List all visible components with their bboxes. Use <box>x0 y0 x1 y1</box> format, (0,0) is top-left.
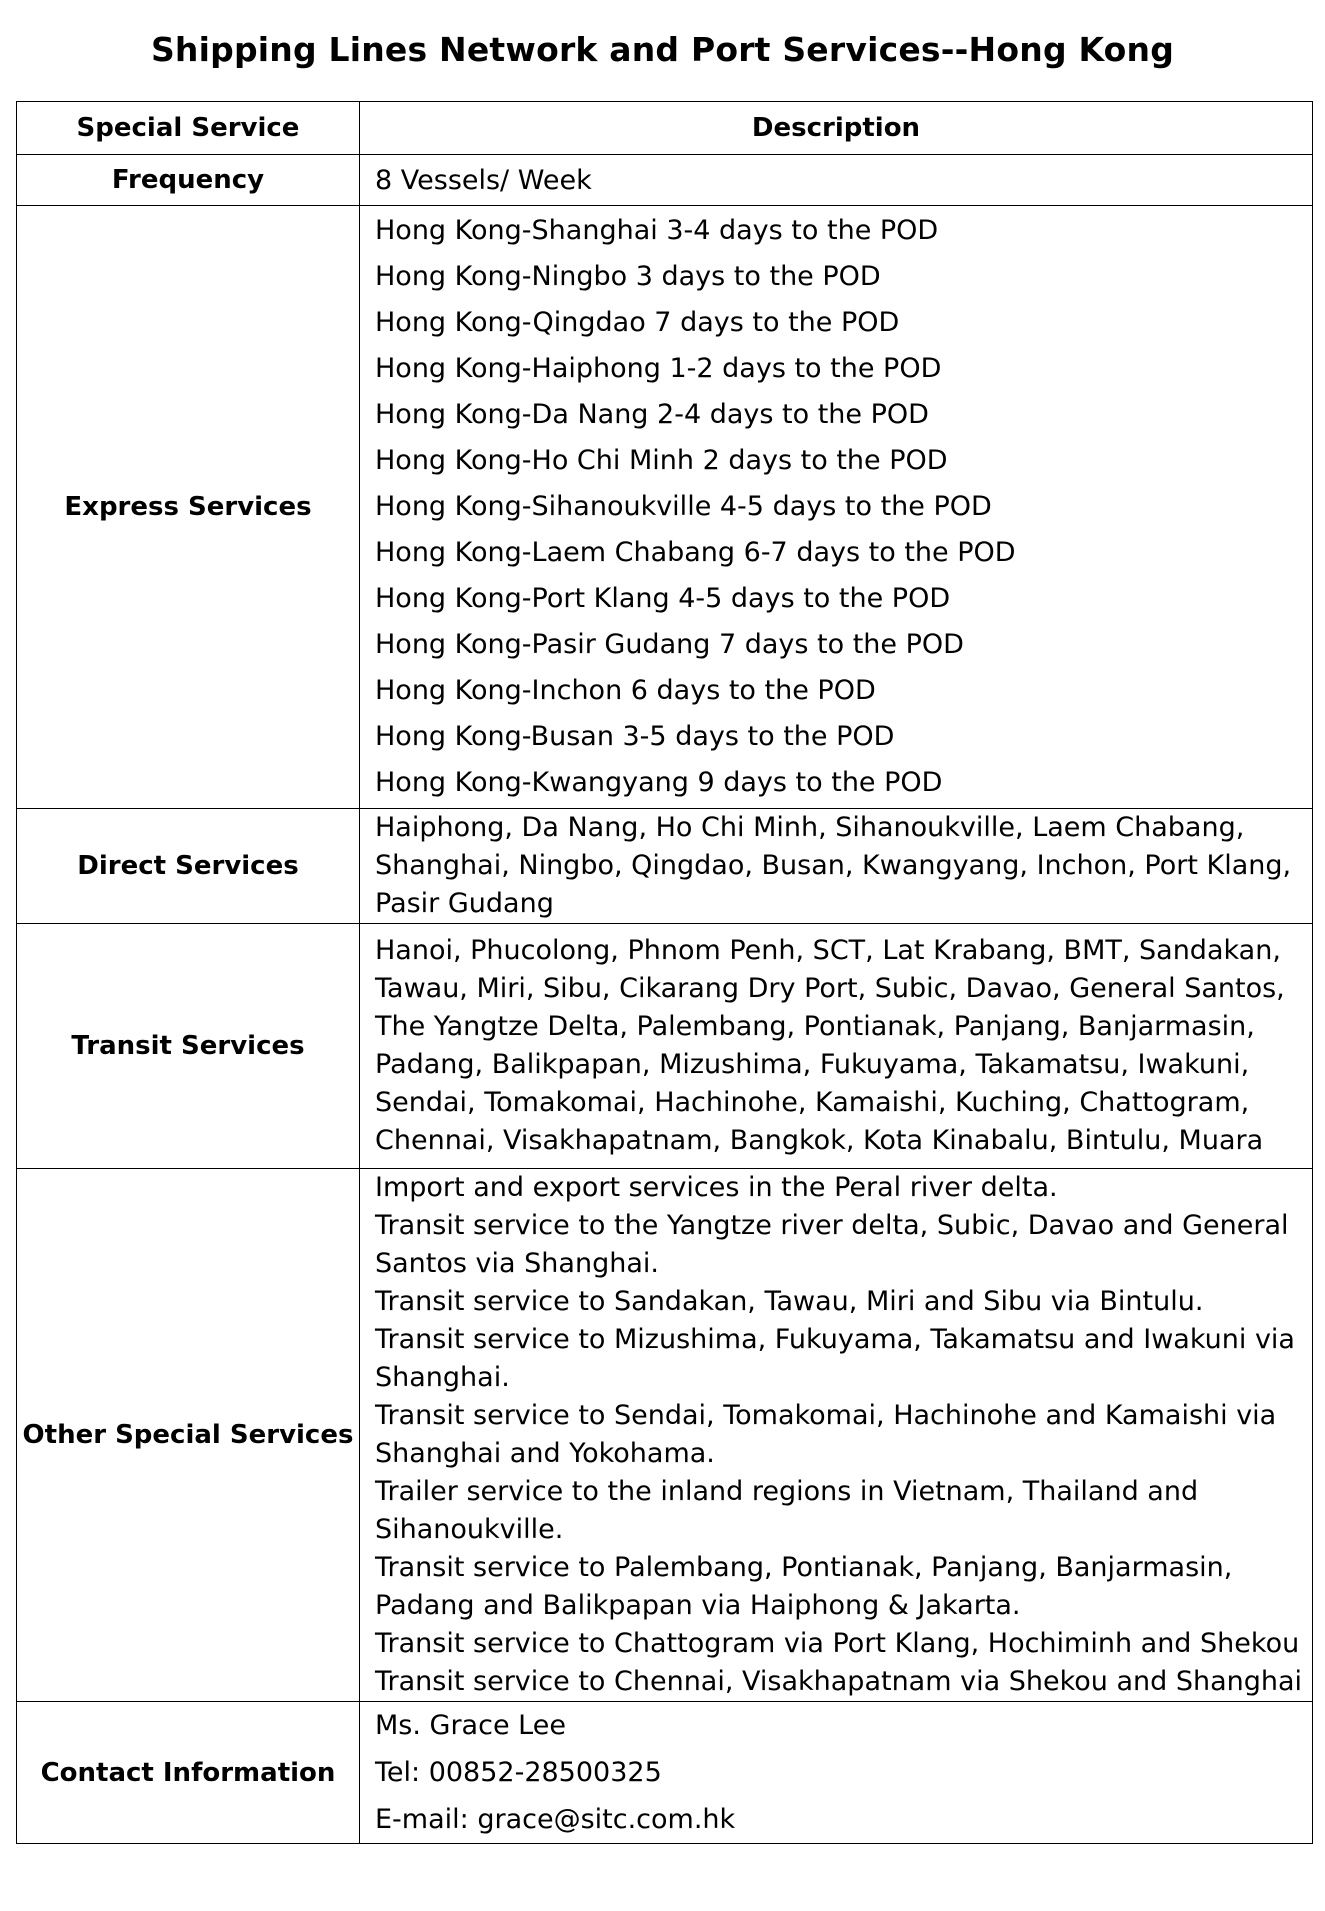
express-services-list <box>360 206 1313 809</box>
direct-services-text: Haiphong, Da Nang, Ho Chi Minh, Sihanoukville, Laem Chabang, Shanghai, Ningbo, Qingdao, Busan, Kwangyang, Inchon, Port Klang, Pasir Gudang <box>360 809 1313 924</box>
row-express-services <box>17 206 1313 809</box>
list-item: Transit service to Mizushima, Fukuyama, Takamatsu and Iwakuni via Shanghai. <box>375 1324 1295 1393</box>
services-table <box>16 101 1313 1844</box>
list-item: Transit service to Chattogram via Port Klang, Hochiminh and Shekou <box>375 1628 1300 1659</box>
list-item: Hong Kong-Ningbo 3 days to the POD <box>375 261 881 292</box>
header-description: Description <box>360 102 1313 155</box>
row-contact-information <box>17 1702 1313 1844</box>
list-item: Transit service to Sendai, Tomakomai, Hachinohe and Kamaishi via Shanghai and Yokohama. <box>375 1400 1277 1469</box>
frequency-label: Frequency <box>17 155 360 206</box>
list-item: Transit service to the Yangtze river delta, Subic, Davao and General Santos via Shanghai. <box>375 1210 1289 1279</box>
list-item: Hong Kong-Kwangyang 9 days to the POD <box>375 767 943 798</box>
contact-information-label: Contact Information <box>17 1702 360 1844</box>
list-item: Trailer service to the inland regions in Vietnam, Thailand and Sihanoukville. <box>375 1476 1199 1545</box>
list-item: Hong Kong-Da Nang 2-4 days to the POD <box>375 399 929 430</box>
contact-information-details <box>360 1702 1313 1844</box>
other-special-services-list <box>360 1169 1313 1702</box>
row-direct-services <box>17 809 1313 924</box>
list-item: Hong Kong-Qingdao 7 days to the POD <box>375 307 900 338</box>
frequency-value: 8 Vessels/ Week <box>360 155 1313 206</box>
list-item: Transit service to Sandakan, Tawau, Miri and Sibu via Bintulu. <box>375 1286 1204 1317</box>
row-frequency <box>17 155 1313 206</box>
contact-phone: Tel: 00852-28500325 <box>375 1757 662 1788</box>
row-transit-services <box>17 924 1313 1169</box>
list-item: Hong Kong-Ho Chi Minh 2 days to the POD <box>375 445 948 476</box>
transit-services-text: Hanoi, Phucolong, Phnom Penh, SCT, Lat Krabang, BMT, Sandakan, Tawau, Miri, Sibu, Cikarang Dry Port, Subic, Davao, General Santos, The Yangtze Delta, Palembang, Pontianak, Panjang, Banjarmasin, Padang, Balikpapan, Mizushima, Fukuyama, Takamatsu, Iwakuni, Sendai, Tomakomai, Hachinohe, Kamaishi, Kuching, Chattogram, Chennai, Visakhapatnam, Bangkok, Kota Kinabalu, Bintulu, Muara <box>360 924 1313 1169</box>
contact-email-link[interactable]: E-mail: grace@sitc.com.hk <box>375 1804 736 1835</box>
table-header-row <box>17 102 1313 155</box>
direct-services-label: Direct Services <box>17 809 360 924</box>
list-item: Transit service to Palembang, Pontianak, Panjang, Banjarmasin, Padang and Balikpapan via Haiphong & Jakarta. <box>375 1552 1233 1621</box>
other-special-services-label: Other Special Services <box>17 1169 360 1702</box>
row-other-special-services <box>17 1169 1313 1702</box>
contact-name: Ms. Grace Lee <box>375 1710 566 1741</box>
list-item: Hong Kong-Inchon 6 days to the POD <box>375 675 876 706</box>
page-title: Shipping Lines Network and Port Services--Hong Kong <box>150 30 1175 69</box>
transit-services-label: Transit Services <box>17 924 360 1169</box>
list-item: Hong Kong-Port Klang 4-5 days to the POD <box>375 583 951 614</box>
list-item: Hong Kong-Busan 3-5 days to the POD <box>375 721 895 752</box>
list-item: Import and export services in the Peral river delta. <box>375 1172 1058 1203</box>
list-item: Hong Kong-Pasir Gudang 7 days to the POD <box>375 629 964 660</box>
list-item: Hong Kong-Shanghai 3-4 days to the POD <box>375 215 939 246</box>
express-services-label: Express Services <box>17 206 360 809</box>
header-special-service: Special Service <box>17 102 360 155</box>
list-item: Hong Kong-Sihanoukville 4-5 days to the POD <box>375 491 992 522</box>
list-item: Transit service to Chennai, Visakhapatnam via Shekou and Shanghai <box>375 1666 1303 1697</box>
list-item: Hong Kong-Haiphong 1-2 days to the POD <box>375 353 942 384</box>
list-item: Hong Kong-Laem Chabang 6-7 days to the POD <box>375 537 1016 568</box>
